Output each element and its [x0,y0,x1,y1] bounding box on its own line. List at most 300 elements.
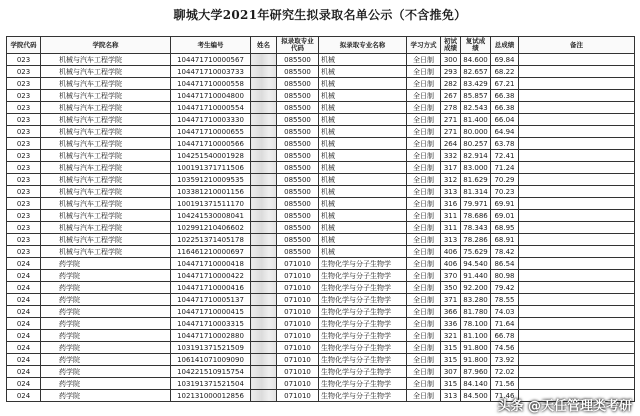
table-cell: 071010 [277,354,319,366]
table-cell [519,342,635,354]
table-cell: 293 [441,66,461,78]
table-cell: 80.000 [461,126,491,138]
table-cell: 104471710003330 [171,114,251,126]
table-cell: 83.429 [461,78,491,90]
table-cell: 104471710005137 [171,294,251,306]
table-cell: 69.01 [491,210,519,222]
name-cell-redacted [251,54,277,66]
table-cell: 67.21 [491,78,519,90]
table-row [7,174,635,186]
table-cell: 023 [7,246,41,258]
name-cell-redacted [251,210,277,222]
table-cell: 81.629 [461,174,491,186]
table-cell: 全日制 [407,78,441,90]
table-cell: 全日制 [407,162,441,174]
table-cell: 机械 [319,198,407,210]
table-cell: 全日制 [407,234,441,246]
name-cell-redacted [251,234,277,246]
table-cell: 085500 [277,66,319,78]
table-cell: 023 [7,222,41,234]
table-cell [519,138,635,150]
table-cell: 生物化学与分子生物学 [319,390,407,402]
table-cell: 264 [441,138,461,150]
table-cell: 药学院 [41,306,171,318]
name-cell-redacted [251,78,277,90]
admission-table [6,36,635,402]
table-cell: 78.55 [491,294,519,306]
table-cell: 350 [441,282,461,294]
table-cell: 071010 [277,294,319,306]
name-cell-redacted [251,186,277,198]
name-cell-redacted [251,330,277,342]
table-cell: 085500 [277,198,319,210]
table-cell [519,318,635,330]
table-cell: 104221510915754 [171,366,251,378]
name-cell-redacted [251,270,277,282]
table-cell [519,162,635,174]
table-cell: 机械 [319,186,407,198]
table-cell: 023 [7,54,41,66]
table-cell: 机械与汽车工程学院 [41,102,171,114]
table-cell: 267 [441,90,461,102]
name-cell-redacted [251,90,277,102]
table-cell: 全日制 [407,378,441,390]
table-row [7,342,635,354]
table-cell: 生物化学与分子生物学 [319,342,407,354]
table-cell: 100191371511170 [171,198,251,210]
table-cell: 全日制 [407,318,441,330]
table-cell: 100191371711506 [171,162,251,174]
table-cell [519,114,635,126]
table-cell: 机械与汽车工程学院 [41,198,171,210]
table-row [7,90,635,102]
table-cell [519,126,635,138]
table-cell: 311 [441,210,461,222]
table-row [7,366,635,378]
table-cell: 药学院 [41,378,171,390]
name-cell-redacted [251,342,277,354]
table-cell [519,258,635,270]
table-row [7,66,635,78]
table-cell: 271 [441,114,461,126]
table-cell: 104471710003733 [171,66,251,78]
table-cell: 085500 [277,54,319,66]
table-cell: 全日制 [407,390,441,402]
table-cell: 071010 [277,258,319,270]
table-cell: 78.100 [461,318,491,330]
table-row [7,186,635,198]
table-cell: 071010 [277,318,319,330]
table-cell: 78.343 [461,222,491,234]
table-cell: 071010 [277,282,319,294]
table-cell: 103191371521509 [171,342,251,354]
table-cell: 全日制 [407,294,441,306]
name-cell-redacted [251,126,277,138]
table-cell: 104471710000655 [171,126,251,138]
table-cell: 生物化学与分子生物学 [319,366,407,378]
table-cell: 91.800 [461,342,491,354]
table-cell: 024 [7,306,41,318]
table-cell: 81.314 [461,186,491,198]
table-cell: 机械 [319,210,407,222]
table-cell: 75.629 [461,246,491,258]
table-row [7,198,635,210]
table-cell: 085500 [277,210,319,222]
table-cell: 生物化学与分子生物学 [319,294,407,306]
table-cell [519,366,635,378]
table-cell: 104471710000418 [171,258,251,270]
table-cell [519,330,635,342]
table-cell: 81.400 [461,114,491,126]
table-cell: 085500 [277,138,319,150]
table-cell: 370 [441,270,461,282]
table-cell: 63.78 [491,138,519,150]
table-cell: 102251371405178 [171,234,251,246]
table-row [7,318,635,330]
table-cell: 83.280 [461,294,491,306]
table-cell: 71.56 [491,378,519,390]
table-cell: 023 [7,90,41,102]
table-cell: 023 [7,78,41,90]
name-cell-redacted [251,246,277,258]
column-header: 学院名称 [41,37,171,54]
table-cell: 全日制 [407,138,441,150]
table-cell: 024 [7,366,41,378]
table-cell: 071010 [277,342,319,354]
table-cell: 80.98 [491,270,519,282]
table-row [7,330,635,342]
table-cell: 生物化学与分子生物学 [319,258,407,270]
table-cell: 085500 [277,222,319,234]
column-header: 总成绩 [491,37,519,54]
table-cell: 全日制 [407,306,441,318]
name-cell-redacted [251,318,277,330]
table-cell: 生物化学与分子生物学 [319,270,407,282]
name-cell-redacted [251,378,277,390]
table-cell: 104471710002880 [171,330,251,342]
table-cell: 085500 [277,150,319,162]
table-cell [519,54,635,66]
table-cell: 全日制 [407,342,441,354]
table-cell: 84.600 [461,54,491,66]
table-cell: 机械与汽车工程学院 [41,162,171,174]
table-cell: 315 [441,342,461,354]
table-cell [519,102,635,114]
table-row [7,234,635,246]
table-cell: 全日制 [407,282,441,294]
table-cell [519,294,635,306]
table-row [7,210,635,222]
table-cell: 机械与汽车工程学院 [41,78,171,90]
table-cell: 机械 [319,246,407,258]
table-cell: 机械 [319,114,407,126]
table-cell [519,306,635,318]
table-cell: 机械与汽车工程学院 [41,54,171,66]
table-cell: 机械与汽车工程学院 [41,186,171,198]
table-cell: 271 [441,126,461,138]
table-cell: 84.500 [461,390,491,402]
name-cell-redacted [251,354,277,366]
table-cell: 生物化学与分子生物学 [319,282,407,294]
table-cell: 68.91 [491,234,519,246]
name-cell-redacted [251,138,277,150]
column-header: 备注 [519,37,635,54]
table-cell [519,198,635,210]
table-cell: 70.23 [491,186,519,198]
table-cell: 315 [441,354,461,366]
table-row [7,162,635,174]
table-cell: 药学院 [41,258,171,270]
table-cell: 104471710003315 [171,318,251,330]
table-cell: 66.38 [491,90,519,102]
table-cell [519,354,635,366]
table-cell: 全日制 [407,174,441,186]
table-cell: 023 [7,114,41,126]
table-cell: 78.286 [461,234,491,246]
table-cell: 104471710004800 [171,90,251,102]
table-cell: 80.257 [461,138,491,150]
table-cell: 071010 [277,306,319,318]
table-cell: 68.95 [491,222,519,234]
table-row [7,222,635,234]
table-cell: 104471710000554 [171,102,251,114]
table-cell: 70.29 [491,174,519,186]
table-cell: 023 [7,198,41,210]
name-cell-redacted [251,390,277,402]
table-cell: 103591210009535 [171,174,251,186]
table-cell [519,378,635,390]
table-cell: 药学院 [41,366,171,378]
table-cell: 66.04 [491,114,519,126]
table-cell: 82.543 [461,102,491,114]
table-header-row [7,37,635,54]
table-row [7,246,635,258]
table-cell [519,66,635,78]
table-cell: 69.91 [491,198,519,210]
table-cell: 79.971 [461,198,491,210]
table-cell: 071010 [277,330,319,342]
table-cell: 机械与汽车工程学院 [41,114,171,126]
table-cell: 全日制 [407,354,441,366]
table-cell: 406 [441,246,461,258]
table-cell: 79.42 [491,282,519,294]
table-cell: 317 [441,162,461,174]
table-cell: 机械 [319,234,407,246]
table-cell: 071010 [277,366,319,378]
name-cell-redacted [251,114,277,126]
table-cell: 全日制 [407,90,441,102]
name-cell-redacted [251,282,277,294]
table-cell: 机械与汽车工程学院 [41,126,171,138]
table-cell: 74.56 [491,342,519,354]
table-cell: 69.84 [491,54,519,66]
table-cell: 023 [7,162,41,174]
table-cell: 371 [441,294,461,306]
table-body [7,54,635,402]
table-cell: 药学院 [41,282,171,294]
table-row [7,138,635,150]
table-cell: 全日制 [407,114,441,126]
name-cell-redacted [251,366,277,378]
table-cell: 024 [7,270,41,282]
table-cell: 机械与汽车工程学院 [41,66,171,78]
table-cell: 085500 [277,114,319,126]
table-cell: 66.78 [491,330,519,342]
table-cell: 312 [441,174,461,186]
name-cell-redacted [251,150,277,162]
table-cell: 全日制 [407,258,441,270]
table-cell: 生物化学与分子生物学 [319,330,407,342]
table-cell: 68.22 [491,66,519,78]
table-cell: 023 [7,66,41,78]
table-cell: 71.64 [491,318,519,330]
table-cell: 药学院 [41,330,171,342]
table-cell [519,282,635,294]
table-cell: 机械 [319,90,407,102]
table-cell: 406 [441,258,461,270]
name-cell-redacted [251,258,277,270]
table-cell: 机械与汽车工程学院 [41,90,171,102]
table-cell: 024 [7,342,41,354]
table-row [7,282,635,294]
table-cell: 332 [441,150,461,162]
column-header: 初试成绩 [441,37,461,54]
table-cell: 81.780 [461,306,491,318]
table-row [7,378,635,390]
table-row [7,258,635,270]
column-header: 拟录取专业代码 [277,37,319,54]
table-cell: 机械与汽车工程学院 [41,234,171,246]
table-cell: 085500 [277,234,319,246]
table-row [7,270,635,282]
table-cell [519,222,635,234]
table-cell [519,186,635,198]
table-cell: 071010 [277,378,319,390]
table-row [7,78,635,90]
table-cell: 071010 [277,390,319,402]
table-cell: 024 [7,294,41,306]
table-cell: 药学院 [41,294,171,306]
table-cell: 023 [7,150,41,162]
table-cell: 085500 [277,102,319,114]
table-cell: 71.24 [491,162,519,174]
table-cell: 023 [7,186,41,198]
table-cell: 103381210001156 [171,186,251,198]
table-cell: 023 [7,126,41,138]
table-cell: 024 [7,282,41,294]
name-cell-redacted [251,162,277,174]
table-cell: 024 [7,378,41,390]
table-cell: 机械 [319,126,407,138]
table-cell: 全日制 [407,150,441,162]
column-header: 考生编号 [171,37,251,54]
table-cell: 药学院 [41,342,171,354]
table-cell [519,234,635,246]
name-cell-redacted [251,174,277,186]
table-cell: 全日制 [407,54,441,66]
table-cell: 机械 [319,222,407,234]
table-cell [519,270,635,282]
table-cell: 药学院 [41,318,171,330]
table-cell: 机械 [319,174,407,186]
table-row [7,102,635,114]
table-cell: 300 [441,54,461,66]
table-cell [519,246,635,258]
table-cell: 366 [441,306,461,318]
name-cell-redacted [251,102,277,114]
table-row [7,354,635,366]
table-cell: 全日制 [407,246,441,258]
table-cell: 机械 [319,150,407,162]
table-cell: 84.140 [461,378,491,390]
table-cell: 116461210000697 [171,246,251,258]
table-cell: 91.800 [461,354,491,366]
table-cell: 321 [441,330,461,342]
table-cell: 023 [7,138,41,150]
table-cell: 机械与汽车工程学院 [41,150,171,162]
table-cell: 024 [7,330,41,342]
table-cell: 104471710000416 [171,282,251,294]
table-cell: 82.657 [461,66,491,78]
table-cell: 102991210406602 [171,222,251,234]
table-cell: 生物化学与分子生物学 [319,378,407,390]
table-row [7,54,635,66]
table-cell: 72.02 [491,366,519,378]
table-cell: 生物化学与分子生物学 [319,354,407,366]
table-cell: 78.686 [461,210,491,222]
table-cell: 全日制 [407,222,441,234]
table-cell: 92.200 [461,282,491,294]
table-cell: 机械 [319,162,407,174]
table-cell: 全日制 [407,210,441,222]
table-cell: 316 [441,198,461,210]
table-cell: 023 [7,210,41,222]
table-cell: 024 [7,318,41,330]
page-title: 聊城大学2021年研究生拟录取名单公示（不含推免） [173,8,467,22]
column-header: 姓名 [251,37,277,54]
table-row [7,150,635,162]
table-cell: 024 [7,390,41,402]
table-cell: 全日制 [407,366,441,378]
table-cell: 94.540 [461,258,491,270]
table-cell: 74.03 [491,306,519,318]
table-cell: 085500 [277,246,319,258]
table-cell: 64.94 [491,126,519,138]
table-cell: 104471710000567 [171,54,251,66]
table-cell: 全日制 [407,270,441,282]
table-cell: 生物化学与分子生物学 [319,306,407,318]
table-cell: 313 [441,186,461,198]
table-cell: 全日制 [407,198,441,210]
table-cell: 313 [441,390,461,402]
table-cell: 全日制 [407,330,441,342]
table-cell: 307 [441,366,461,378]
table-cell: 085500 [277,126,319,138]
table-cell: 机械 [319,54,407,66]
table-cell: 023 [7,234,41,246]
table-cell: 87.960 [461,366,491,378]
table-cell: 104471710000566 [171,138,251,150]
table-cell: 085500 [277,174,319,186]
table-cell: 104471710000415 [171,306,251,318]
table-cell: 085500 [277,90,319,102]
table-cell: 机械 [319,78,407,90]
table-cell: 机械与汽车工程学院 [41,222,171,234]
table-cell: 104241530008041 [171,210,251,222]
table-cell: 85.857 [461,90,491,102]
name-cell-redacted [251,198,277,210]
table-row [7,114,635,126]
